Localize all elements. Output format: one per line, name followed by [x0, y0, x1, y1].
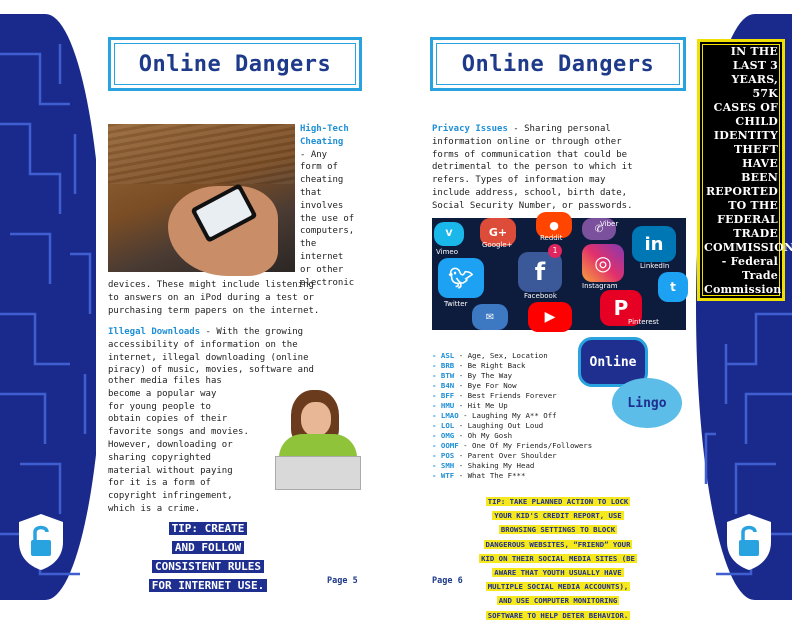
lingo-item: [432, 441, 592, 451]
text-line: form of: [300, 162, 338, 173]
lingo-abbr: - B4N: [432, 381, 455, 390]
text-line: other media files has: [108, 376, 222, 386]
text-line: material without paying: [108, 465, 233, 476]
lingo-item: [432, 371, 592, 381]
lingo-item: [432, 361, 592, 371]
fact-line: YEARS, 57K: [731, 73, 778, 100]
lingo-meaning: - By The Way: [454, 371, 513, 380]
lingo-bubble-text: Lingo: [627, 395, 667, 411]
lingo-item: [432, 451, 592, 461]
text-line: to answers on an iPod during a test or: [108, 292, 314, 303]
lingo-abbr: - OOMF: [432, 441, 459, 450]
tip-line: CONSISTENT RULES: [152, 560, 264, 573]
fact-line: IN THE: [730, 45, 778, 58]
text-line: However, downloading or: [108, 439, 233, 450]
tip-line: YOUR KID'S CREDIT REPORT, USE: [494, 511, 622, 521]
tip-line: SOFTWARE TO HELP DETER BEHAVIOR.: [487, 610, 629, 620]
tip-line: DANGEROUS WEBSITES, “FRIEND” YOUR: [485, 539, 631, 549]
viber-label: Viber: [600, 220, 619, 228]
tip-line: AWARE THAT YOUTH USUALLY HAVE: [494, 568, 622, 578]
page-5-title-box: [108, 37, 362, 91]
fact-line: THEFT: [734, 143, 778, 156]
illegal-downloads-heading: Illegal Downloads: [108, 327, 201, 337]
fact-line: CASES OF: [713, 101, 778, 114]
text-line: favorite songs and movies.: [108, 427, 249, 438]
text-line: involves: [300, 200, 344, 211]
text-line: information online or through other: [432, 136, 622, 147]
google-plus-icon: G+: [480, 218, 516, 246]
text-line: cheating: [300, 175, 344, 186]
youtube-icon: ▶: [528, 302, 572, 332]
text-line: computers,: [300, 226, 355, 237]
lingo-item: [432, 401, 592, 411]
identity-theft-fact-box: [697, 39, 798, 301]
fact-line: Trade: [742, 269, 778, 282]
lingo-abbr: - BFF: [432, 391, 455, 400]
lingo-meaning: - Age, Sex, Location: [454, 351, 548, 360]
lingo-item: [432, 461, 592, 471]
left-circuit-panel: [0, 14, 104, 600]
text-line: which is a crime.: [108, 503, 201, 514]
vimeo-label: Vimeo: [436, 248, 458, 256]
pinterest-icon: P: [600, 290, 642, 326]
lingo-item: [432, 431, 592, 441]
tip-create-rules: [126, 517, 290, 593]
lingo-meaning: - Shaking My Head: [454, 461, 535, 470]
lingo-item: [432, 381, 592, 391]
tip-line: FOR INTERNET USE.: [149, 579, 268, 592]
lingo-meaning: - Oh My Gosh: [454, 431, 513, 440]
lingo-meaning: - What The F***: [454, 471, 526, 480]
text-line: internet, illegal downloading (online: [108, 352, 309, 363]
notification-badge: 1: [548, 244, 562, 258]
viber-icon: ✆: [582, 218, 616, 240]
instagram-icon: ◎: [582, 244, 624, 282]
tip-line: MULTIPLE SOCIAL MEDIA ACCOUNTS),: [487, 582, 629, 592]
lingo-meaning: - Hit Me Up: [454, 401, 508, 410]
text-line: sharing copyrighted: [108, 452, 211, 463]
girl-laptop-photo: [271, 388, 363, 492]
text-line: internet: [300, 251, 344, 262]
vimeo-icon: V: [434, 222, 464, 246]
high-tech-wide-text: [108, 279, 368, 317]
tip-lock-credit-report: [432, 493, 684, 621]
text-line: purchasing term papers on the internet.: [108, 305, 320, 316]
privacy-heading: Privacy Issues: [432, 124, 508, 134]
linkedin-icon: in: [632, 226, 676, 262]
fact-line: Commission: [704, 283, 782, 296]
text-line: include address, school, birth date,: [432, 187, 628, 198]
lingo-abbr: - POS: [432, 451, 455, 460]
tip-line: TIP: TAKE PLANNED ACTION TO LOCK: [487, 497, 629, 506]
lingo-item: [432, 471, 592, 481]
lingo-item: [432, 421, 592, 431]
online-lingo-list: [432, 351, 592, 481]
lingo-item: [432, 391, 592, 401]
text-line: accessibility of information on the: [108, 339, 298, 350]
pinterest-label: Pinterest: [628, 318, 659, 326]
lingo-abbr: - LOL: [432, 421, 455, 430]
text-line: become a popular way: [108, 388, 217, 399]
text-line: devices. These might include listening: [108, 280, 314, 290]
tip-line: AND FOLLOW: [172, 541, 244, 554]
lingo-meaning: - Bye For Now: [454, 381, 517, 390]
tip-line: TIP: CREATE: [169, 522, 248, 535]
fact-line: REPORTED: [705, 185, 778, 198]
lingo-meaning: - Be Right Back: [454, 361, 526, 370]
online-bubble-text: Online: [589, 354, 637, 370]
text-line: copyright infringement,: [108, 491, 233, 502]
text-line: the: [300, 239, 317, 250]
lingo-abbr: - BTW: [432, 371, 455, 380]
privacy-issues-text: [432, 123, 688, 213]
illegal-downloads-wide-text: [108, 339, 368, 377]
fact-line: LAST 3: [732, 59, 778, 72]
facebook-icon: f: [518, 252, 562, 292]
fact-line: TO THE: [728, 199, 778, 212]
twitter-icon-2: t: [658, 272, 688, 302]
shield-lock-icon-right: [724, 512, 774, 572]
lingo-abbr: - LMAO: [432, 411, 459, 420]
text-line: - Any: [300, 149, 328, 160]
high-tech-column: [300, 123, 366, 289]
social-media-apps-photo: [432, 218, 686, 330]
text-line: piracy) of music, movies, software and: [108, 365, 314, 376]
page-6-title-box: [430, 37, 686, 91]
lingo-bubble: [612, 378, 682, 428]
text-line: electronic: [300, 277, 355, 288]
fact-line: HAVE BEEN: [741, 157, 778, 184]
page-6-title: Online Dangers: [461, 51, 655, 77]
privacy-first-line: - Sharing personal: [507, 124, 611, 134]
google-plus-label: Google+: [482, 241, 513, 249]
lingo-meaning: - Laughing My A** Off: [458, 411, 557, 420]
text-line: forms of communication that could be: [432, 149, 628, 160]
text-line: refers. Types of information may: [432, 175, 606, 186]
fact-line: COMMISSION.: [704, 241, 798, 254]
lingo-abbr: - ASL: [432, 351, 455, 360]
twitter-icon: 🐦︎: [438, 258, 484, 298]
text-line: that: [300, 187, 322, 198]
reddit-icon: ●: [536, 212, 572, 238]
illegal-downloads-narrow-text: [108, 375, 270, 516]
page-5-number: Page 5: [327, 576, 358, 586]
facebook-label: Facebook: [524, 292, 557, 300]
lingo-meaning: - Laughing Out Loud: [454, 421, 544, 430]
fact-line: CHILD: [735, 115, 778, 128]
text-line: obtain copies of their: [108, 414, 228, 425]
lingo-abbr: - SMH: [432, 461, 455, 470]
instagram-label: Instagram: [582, 282, 618, 290]
lingo-item: [432, 411, 592, 421]
shield-lock-icon: [16, 512, 66, 572]
text-line: for it is a form of: [108, 478, 211, 489]
illegal-downloads-intro: [108, 326, 368, 377]
twitter-label: Twitter: [444, 300, 468, 308]
lingo-meaning: - Parent Over Shoulder: [454, 451, 557, 460]
illegal-downloads-first-line: - With the growing: [200, 327, 304, 337]
identity-theft-fact-text: [704, 45, 798, 297]
lingo-item: [432, 351, 592, 361]
tip-line: AND USE COMPUTER MONITORING: [498, 596, 618, 606]
text-line: detrimental to the person to which it: [432, 162, 633, 173]
text-line: or other: [300, 264, 344, 275]
fact-line: TRADE: [733, 227, 778, 240]
lingo-abbr: - WTF: [432, 471, 455, 480]
tip-line: KID ON THEIR SOCIAL MEDIA SITES (BE: [481, 553, 635, 563]
lingo-abbr: - BRB: [432, 361, 455, 370]
text-line: Social Security Number, or passwords.: [432, 200, 633, 211]
reddit-label: Reddit: [540, 234, 563, 242]
lingo-meaning: - Best Friends Forever: [454, 391, 557, 400]
high-tech-narrow-text: [300, 149, 366, 290]
lingo-abbr: - OMG: [432, 431, 455, 440]
lingo-abbr: - HMU: [432, 401, 455, 410]
lingo-meaning: - One Of My Friends/Followers: [458, 441, 593, 450]
chat-icon: ✉: [472, 304, 508, 330]
fact-line: - Federal: [721, 255, 778, 268]
high-tech-heading: High-Tech Cheating: [300, 124, 349, 147]
page-5-title: Online Dangers: [138, 51, 332, 77]
privacy-body: [432, 136, 688, 213]
page-6-number: Page 6: [432, 576, 463, 586]
fact-line: IDENTITY: [713, 129, 778, 142]
text-line: for young people to: [108, 401, 211, 412]
tip-line: BROWSING SETTINGS TO BLOCK: [500, 525, 616, 535]
linkedin-label: LinkedIn: [640, 262, 670, 270]
text-line: the use of: [300, 213, 355, 224]
phone-cheating-photo: [108, 124, 295, 272]
fact-line: FEDERAL: [717, 213, 778, 226]
